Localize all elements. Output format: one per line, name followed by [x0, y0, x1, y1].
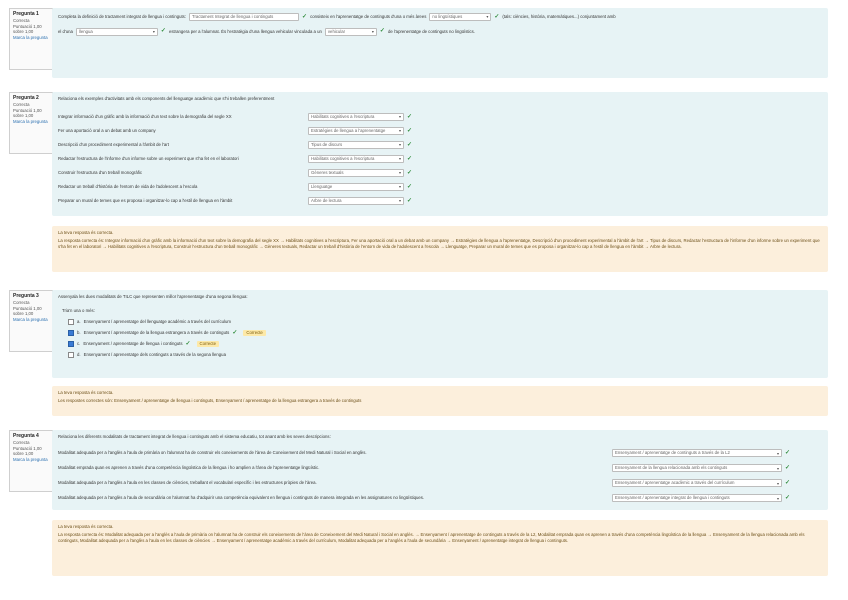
question-2-feedback: [52, 226, 828, 272]
chevron-down-icon: ▾: [398, 142, 401, 148]
q2-intro: Relaciona els exemples d'activitats amb els components del llenguatge acadèmic que s'hi treballen preferentment: [58, 96, 275, 101]
match-label: Redactar l'estructura de l'informe d'un informe sobre un experiment que s'ha fet en el laboratori: [58, 155, 239, 161]
match-label: Integrar informació d'un gràfic amb la informació d'un text sobre la demografia del segle XX: [58, 113, 232, 119]
option-letter: c.: [77, 341, 81, 347]
question-status: Correcta: [13, 299, 30, 305]
q4-match-list: [58, 446, 822, 506]
q2-match-list: [58, 110, 822, 208]
check-icon: ✓: [494, 13, 500, 20]
match-row: [58, 166, 822, 180]
match-select[interactable]: [308, 113, 404, 121]
match-row: [58, 491, 822, 506]
match-select[interactable]: [308, 127, 404, 135]
answer-option[interactable]: [68, 350, 822, 361]
question-2-content: [52, 92, 828, 216]
q3-options: [58, 317, 822, 361]
match-select-value: Ensenyament / aprenentatge de continguts a través de la L2: [615, 450, 730, 456]
option-letter: b.: [77, 330, 81, 336]
q4-intro: Relaciona les diferents modalitats de tractament integrat de llengua i continguts amb el sistema educatiu, tot anant amb les seves descripcions:: [58, 434, 331, 439]
check-icon: ✓: [785, 495, 791, 502]
q3-choose-label: Tria'n una o més:: [62, 307, 95, 313]
chevron-down-icon: ▾: [371, 28, 374, 34]
option-text: Ensenyament / aprenentatge dels continguts a través de la segona llengua: [83, 352, 226, 358]
question-number: Pregunta 2: [13, 95, 39, 101]
match-label: Modalitat adequada per a l'anglès a l'aula de secundària on l'alumnat ha d'adquirir una competència equivalent en llengua i continguts de manera integrada en les assignatures no lingüístiques.: [58, 495, 425, 501]
match-select[interactable]: [612, 494, 782, 502]
match-row: [58, 194, 822, 208]
q3-question-text: Assenyala les dues modalitats de TILC que representen millor l'aprenentatge d'una segona llengua:: [58, 294, 248, 299]
q1-gap-value-4: vehicular: [327, 28, 346, 34]
answer-option[interactable]: [68, 317, 822, 328]
question-status: Correcta: [13, 17, 30, 23]
match-select-value: Ensenyament / aprenentatge integrat de llengua i continguts: [615, 495, 730, 501]
match-row: [58, 461, 822, 476]
question-info: [9, 290, 53, 352]
feedback-title: La teva resposta és correcta.: [58, 524, 114, 529]
answer-option[interactable]: [68, 328, 822, 339]
match-select-value: Gèneres textuals: [311, 169, 344, 175]
feedback-text: Les respostes correctes són: Ensenyament / aprenentatge de llengua i continguts, Ensenyament / aprenentatge de la llengua estrangera a través de continguts: [58, 397, 362, 403]
match-label: Modalitat adequada per a l'anglès a l'aula en les classes de ciències, treballant el vocabulari específic i les estructures pròpies de l'àrea.: [58, 480, 317, 486]
match-row: [58, 152, 822, 166]
match-select-value: Ensenyament de la llengua relacionada amb els continguts: [615, 465, 728, 471]
question-info: [9, 430, 53, 492]
answer-option[interactable]: [68, 339, 822, 350]
check-icon: ✓: [785, 465, 791, 472]
check-icon: ✓: [407, 141, 413, 148]
q1-gap-select-1[interactable]: [189, 13, 299, 21]
chevron-down-icon: ▾: [398, 198, 401, 204]
match-label: Modalitat emprada quan es aprenen a través d'una competència lingüística de la llengua i ho amplien a l'àrea de l'aprenentatge lingüístic.: [58, 465, 320, 471]
match-select-value: Ensenyament / aprenentatge acadèmic a través del currículum: [615, 480, 735, 486]
q1-gap-select-4[interactable]: [325, 28, 377, 36]
question-status: Correcta: [13, 439, 30, 445]
question-number: Pregunta 4: [13, 433, 39, 439]
question-score: Puntuació 1,00 sobre 1,00: [13, 107, 42, 119]
flag-question-link[interactable]: Marca la pregunta: [13, 457, 48, 463]
match-row: [58, 138, 822, 152]
chevron-down-icon: ▾: [776, 465, 779, 471]
question-number: Pregunta 3: [13, 293, 39, 299]
check-icon: ✓: [302, 13, 308, 20]
question-score: Puntuació 1,00 sobre 1,00: [13, 445, 42, 457]
check-icon: ✓: [407, 127, 413, 134]
option-text: Ensenyament / aprenentatge de llengua i continguts: [83, 341, 183, 347]
q1-text-6: de l'aprenentatge de continguts no lingüístics.: [387, 28, 475, 34]
check-icon: ✓: [407, 155, 413, 162]
question-info: [9, 92, 53, 154]
chevron-down-icon: ▾: [398, 184, 401, 190]
chevron-down-icon: ▾: [398, 128, 401, 134]
correct-badge: Correcte: [197, 341, 219, 347]
check-icon: ✓: [407, 169, 413, 176]
q1-gap-select-3[interactable]: [76, 28, 158, 36]
q1-text-2: consisteix en l'aprenentatge de continguts d'una o més àrees: [310, 14, 427, 20]
match-select[interactable]: [612, 449, 782, 457]
feedback-title: La teva resposta és correcta.: [58, 390, 114, 395]
match-row: [58, 110, 822, 124]
feedback-title: La teva resposta és correcta.: [58, 230, 114, 235]
match-row: [58, 446, 822, 461]
question-number: Pregunta 1: [13, 11, 39, 17]
question-score: Puntuació 1,00 sobre 1,00: [13, 23, 42, 35]
question-info: [9, 8, 53, 70]
match-select[interactable]: [308, 183, 404, 191]
checkbox[interactable]: [68, 352, 74, 358]
question-1-content: [52, 8, 828, 78]
checkbox[interactable]: [68, 330, 74, 336]
match-label: Redactar un treball d'història de l'entorn de vida de l'adolescent a l'escola: [58, 183, 198, 189]
q1-gap-value-3: llengua: [78, 28, 93, 34]
chevron-down-icon: ▾: [486, 14, 489, 20]
feedback-text: La resposta correcta és: Modalitat adequada per a l'anglès a l'aula de primària on l'alumnat ha de construir els coneixements de l'àrea de Coneixement del Medi Natural i Social en anglès. → Ensenyament / aprenentatge de continguts a través de la L2, Modalitat emprada quan es aprenen a través d'una competència lingüística de la llengua → Ensenyament de la llengua relacionada amb els continguts, Modalitat adequada per a l'anglès a l'aula en les classes de ciències → Ensenyament / aprenentatge acadèmic a través del currículum, Modalitat adequada per a l'anglès a l'aula de secundària → Ensenyament / aprenentatge integrat de llengua i continguts.: [58, 531, 805, 543]
question-4-feedback: [52, 520, 828, 576]
q1-text-3: (tals: ciències, història, matemàtiques...) conjuntament amb: [502, 14, 616, 20]
q1-text-1: Completa la definició de tractament integrat de llengua i continguts:: [58, 14, 187, 20]
q1-text-4: el d'una: [58, 28, 73, 34]
match-select-value: Habilitats cognitives a l'escriptura: [311, 113, 375, 119]
match-label: Modalitat adequada per a l'anglès a l'aula de primària on l'alumnat ha de construir els coneixements de l'àrea de Coneixement del Medi Natural i Social en anglès.: [58, 450, 367, 456]
match-select[interactable]: [308, 197, 404, 205]
match-select-value: Arbre de lectura: [311, 197, 342, 203]
match-label: Descripció d'un procediment experimental a l'àmbit de l'art: [58, 141, 169, 147]
check-icon: ✓: [379, 28, 385, 35]
chevron-down-icon: ▾: [398, 170, 401, 176]
question-4-content: [52, 430, 828, 510]
q1-gap-value-2: no lingüístiques: [432, 14, 463, 20]
check-icon: ✓: [185, 341, 191, 348]
match-select-value: Llenguatge: [311, 183, 333, 189]
chevron-down-icon: ▾: [776, 450, 779, 456]
question-3-feedback: [52, 386, 828, 416]
flag-question-link[interactable]: Marca la pregunta: [13, 35, 48, 41]
match-select-value: Tipus de discurs: [311, 141, 343, 147]
match-label: Fer una aportació oral a un debat amb un company: [58, 127, 156, 133]
match-select[interactable]: [308, 155, 404, 163]
match-row: [58, 476, 822, 491]
option-text: Ensenyament / aprenentatge del llenguatge acadèmic a través del currículum: [83, 319, 231, 325]
check-icon: ✓: [232, 330, 238, 337]
match-select[interactable]: [612, 464, 782, 472]
correct-badge: Correcte: [243, 330, 265, 336]
question-score: Puntuació 1,00 sobre 1,00: [13, 305, 42, 317]
option-letter: d.: [77, 352, 81, 358]
check-icon: ✓: [407, 197, 413, 204]
check-icon: ✓: [785, 480, 791, 487]
q1-gap-select-2[interactable]: [429, 13, 491, 21]
check-icon: ✓: [407, 183, 413, 190]
match-select[interactable]: [308, 141, 404, 149]
chevron-down-icon: ▾: [776, 495, 779, 501]
chevron-down-icon: ▾: [398, 114, 401, 120]
match-select-value: Habilitats cognitives a l'escriptura: [311, 155, 375, 161]
option-text: Ensenyament / aprenentatge de la llengua estrangera a través de continguts: [83, 330, 230, 336]
match-select[interactable]: [612, 479, 782, 487]
check-icon: ✓: [785, 450, 791, 457]
match-row: [58, 124, 822, 138]
question-status: Correcta: [13, 101, 30, 107]
chevron-down-icon: ▾: [776, 480, 779, 486]
match-row: [58, 180, 822, 194]
check-icon: ✓: [160, 28, 166, 35]
checkbox[interactable]: [68, 341, 74, 347]
q1-gap-value-1: Tractament Integrat de llengua i continguts: [192, 14, 274, 20]
match-label: Construir l'estructura d'un treball monogràfic: [58, 169, 143, 175]
q1-text-5: estrangera per a l'alumnat. És l'estratègia d'una llengua vehicular vinculada a un: [168, 28, 322, 34]
question-3-content: [52, 290, 828, 378]
match-label: Preparar un mural de temes que es proposa i organitzar-lo cap a l'estil de llengua en l'àmbit: [58, 197, 233, 203]
chevron-down-icon: ▾: [398, 156, 401, 162]
match-select-value: Estratègies de llengua a l'aprenentatge: [311, 127, 386, 133]
checkbox[interactable]: [68, 319, 74, 325]
match-select[interactable]: [308, 169, 404, 177]
flag-question-link[interactable]: Marca la pregunta: [13, 317, 48, 323]
check-icon: ✓: [407, 113, 413, 120]
chevron-down-icon: ▾: [152, 28, 155, 34]
feedback-text: La resposta correcta és: Integrar informació d'un gràfic amb la informació d'un text sobre la demografia del segle XX → Habilitats cognitives a l'escriptura, Fer una aportació oral a un debat amb un company → Estratègies de llengua a l'aprenentatge, Descripció d'un procediment experimental a l'àmbit de l'art → Tipus de discurs, Redactar l'estructura de l'informe d'un informe sobre un experiment que s'ha fet en el laboratori → Habilitats cognitives a l'escriptura, Construir l'estructura d'un treball monogràfic → Gèneres textuals, Redactar un treball d'història de l'entorn de vida de l'adolescent a l'escola → Llenguatge, Preparar un mural de temes que es proposa i organitzar-lo cap a l'estil de llengua en l'àmbit → Arbre de lectura.: [58, 237, 820, 249]
option-letter: a.: [77, 319, 81, 325]
flag-question-link[interactable]: Marca la pregunta: [13, 119, 48, 125]
